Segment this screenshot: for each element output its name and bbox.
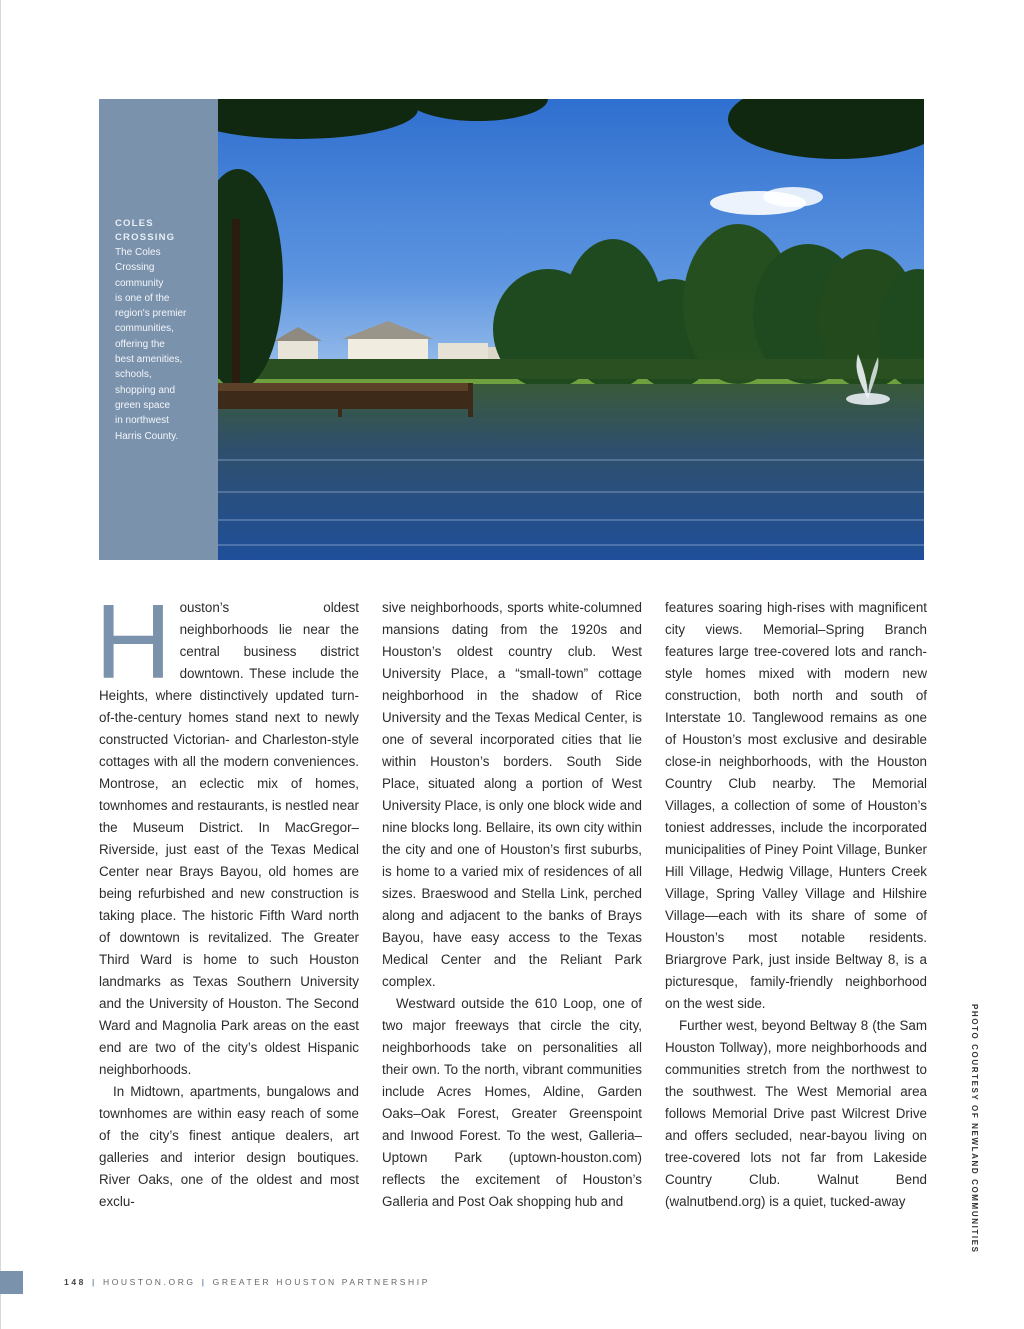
footer [64, 1277, 430, 1287]
page-edge-line [0, 0, 1, 1329]
body-column-1 [95, 583, 359, 1213]
caption-line: community [115, 277, 164, 289]
caption-line: green space [115, 399, 171, 411]
caption-title-line1: COLES [115, 218, 154, 229]
lake-neighborhood-photo [218, 99, 924, 560]
body-column-3 [665, 597, 927, 1213]
column-3-paragraph-1: features soaring high-rises with magnificent city views. Memorial–Spring Branch features large tree-covered lots and ranch-style homes mixed with modern new construction, both north and south of Interstate 10. Tanglewood remains as one of Houston’s most exclusive and desirable close-in neighborhoods, with the Houston Country Club nearby. The Memorial Villages, a collection of some of Houston’s toniest addresses, include the incorporated municipalities of Piney Point Village, Bunker Hill Village, Hedwig Village, Hunters Creek Village, Spring Valley Village and Hilshire Village—each with its share of some of Houston’s most notable residents. Briargrove Park, just inside Beltway 8, is a picturesque, family-friendly neighborhood on the west side. [665, 600, 927, 1011]
caption-line: shopping and [115, 384, 176, 396]
caption-line: best amenities, [115, 354, 183, 366]
caption-line: schools, [115, 369, 152, 381]
caption-line: offering the [115, 338, 165, 350]
caption-line: The Coles [115, 247, 161, 258]
column-3-paragraph-2: Further west, beyond Beltway 8 (the Sam Houston Tollway), more neighborhoods and communities stretch from the northwest to the southwest. The West Memorial area follows Memorial Drive past Wilcrest Drive and offers secluded, near-bayou living on tree-covered lots not far from Lakeside Country Club. Walnut Bend (walnutbend.org) is a quiet, tucked-away [665, 1018, 927, 1209]
column-2-paragraph-2: Westward outside the 610 Loop, one of two major freeways that circle the city, neighborhoods take on personalities all their own. To the north, vibrant communities include Acres Homes, Aldine, Garden Oaks–Oak Forest, Greater Greenspoint and Inwood Forest. To the west, Galleria–Uptown Park (uptown-houston.com) reflects the excitement of Houston’s Galleria and Post Oak shopping hub and [382, 996, 642, 1209]
caption-line: is one of the [115, 292, 170, 304]
caption-line: communities, [115, 323, 174, 335]
footer-org: GREATER HOUSTON PARTNERSHIP [212, 1277, 431, 1287]
caption-panel [99, 99, 218, 560]
caption-text [115, 245, 211, 444]
footer-separator: | [91, 1277, 97, 1287]
caption-title-line2: CROSSING [115, 232, 176, 243]
body-column-2 [382, 597, 642, 1213]
caption-title [115, 217, 211, 245]
column-1-paragraph-2: In Midtown, apartments, bungalows and townhomes are within easy reach of some of the city’s finest antique dealers, art galleries and interior design boutiques. River Oaks, one of the oldest and most exclu- [99, 1084, 359, 1209]
lake-water [218, 384, 924, 560]
photo-illustration [218, 99, 924, 560]
footer-site: HOUSTON.ORG [102, 1277, 196, 1287]
page-number: 148 [64, 1277, 86, 1287]
dropcap: H [95, 583, 172, 701]
column-2-paragraph-1: sive neighborhoods, sports white-columned mansions dating from the 1920s and Houston’s oldest country club. West University Place, a “small-town” cottage neighborhood in the shadow of Rice University and the Texas Medical Center, is one of several incorporated cities that lie within Houston’s borders. South Side Place, situated along a portion of West University Place, is only one block wide and nine blocks long. Bellaire, its own city within the city and one of Houston’s first suburbs, is home to a varied mix of residences of all sizes. Braeswood and Stella Link, perched along and adjacent to the banks of Brays Bayou, have easy access to the Texas Medical Center and the Reliant Park complex. [382, 600, 642, 989]
caption-line: Crossing [115, 262, 155, 274]
photo-credit: PHOTO COURTESY OF NEWLAND COMMUNITIES [970, 1004, 979, 1254]
photo-block [99, 99, 924, 560]
footer-color-tab [0, 1271, 23, 1294]
caption-line: region's premier [115, 308, 187, 320]
caption-line: Harris County. [115, 430, 179, 442]
footer-separator: | [201, 1277, 207, 1287]
caption-line: in northwest [115, 415, 169, 427]
column-1-paragraph-1: ouston’s oldest neighborhoods lie near the central business district downtown. These include the Heights, where distinctively updated turn-of-the-century homes stand next to newly constructed Victorian- and Charleston-style cottages with all the modern conveniences. Montrose, an eclectic mix of homes, townhomes and restaurants, is nestled near the Museum District. In MacGregor–Riverside, just east of the Texas Medical Center near Brays Bayou, old homes are being refurbished and new construction is taking place. The historic Fifth Ward north of downtown is revitalized. The Greater Third Ward is home to such Houston landmarks as Texas Southern University and the University of Houston. The Second Ward and Magnolia Park areas on the east end are two of the city’s oldest Hispanic neighborhoods. [99, 600, 359, 1077]
